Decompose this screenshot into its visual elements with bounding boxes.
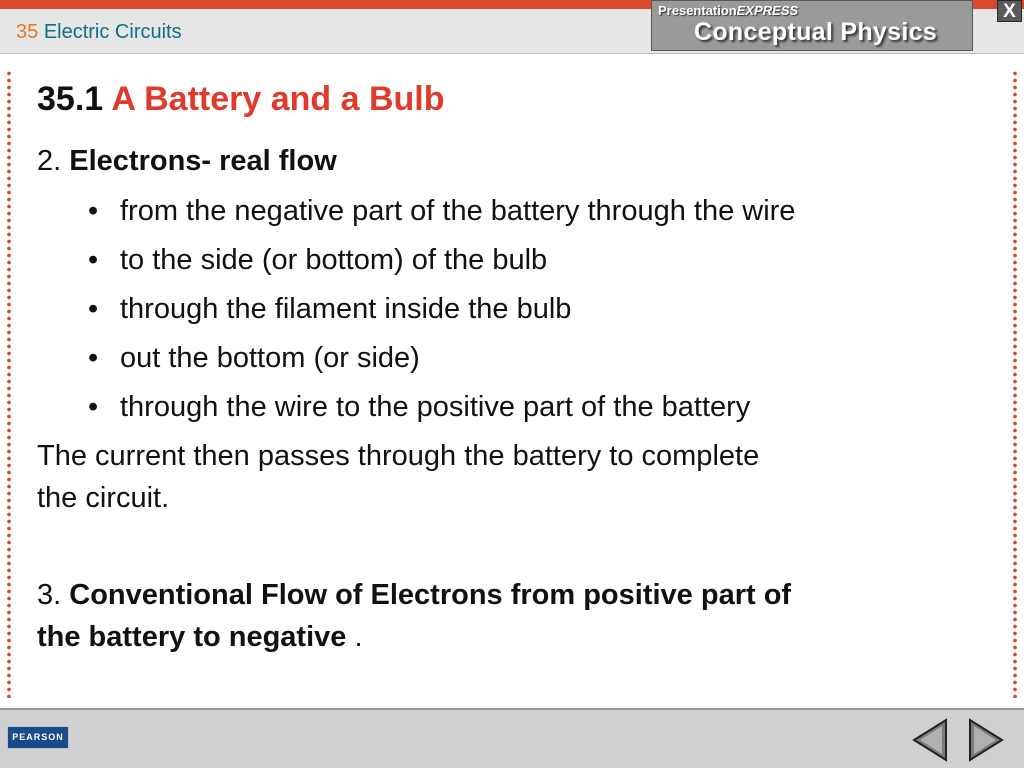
left-dotted-border <box>6 70 12 698</box>
list-item: • from the negative part of the battery through the wire <box>88 195 796 227</box>
triangle-left-icon <box>910 717 950 763</box>
chapter-name: Electric Circuits <box>43 21 182 43</box>
triangle-right-icon <box>966 717 1006 763</box>
paragraph-line-1: The current then passes through the battery to complete <box>37 440 760 472</box>
item-2-heading: 2. Electrons- real flow <box>37 145 337 177</box>
brand-small: PresentationEXPRESS <box>658 3 799 18</box>
close-button[interactable]: X <box>997 0 1022 22</box>
list-item: • out the bottom (or side) <box>88 342 420 374</box>
list-item: • through the wire to the positive part of the battery <box>88 391 751 423</box>
pearson-logo: PEARSON <box>7 726 69 749</box>
item-3-line-2: the battery to negative . <box>37 621 363 653</box>
brand-logo <box>651 0 973 51</box>
item-3-line-1: 3. Conventional Flow of Electrons from positive part of <box>37 579 792 611</box>
list-item: • through the filament inside the bulb <box>88 293 572 325</box>
previous-button[interactable] <box>910 717 950 763</box>
chapter-number: 35 <box>16 21 39 43</box>
brand-title: Conceptual Physics <box>694 18 937 46</box>
chapter-title <box>16 21 182 44</box>
title-number: 35.1 <box>37 80 104 118</box>
list-item: • to the side (or bottom) of the bulb <box>88 244 548 276</box>
next-button[interactable] <box>966 717 1006 763</box>
right-dotted-border <box>1012 70 1018 698</box>
paragraph-line-2: the circuit. <box>37 482 170 514</box>
slide-title <box>37 80 445 119</box>
footer-bar <box>0 708 1024 768</box>
title-text: A Battery and a Bulb <box>111 80 445 118</box>
